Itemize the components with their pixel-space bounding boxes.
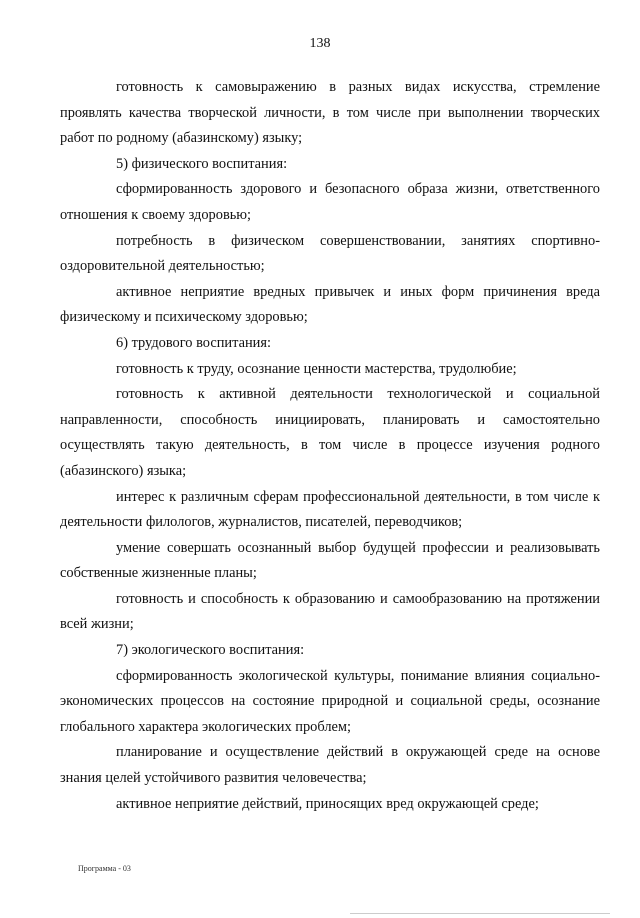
paragraph-7: готовность к труду, осознание ценности мастерства, трудолюбие; <box>116 360 517 377</box>
paragraph-4: потребность в физическом совершенствовании, занятиях спортивно-оздоровительной деятельностью; <box>60 232 600 275</box>
paragraph-9: интерес к различным сферам профессиональной деятельности, в том числе к деятельности филологов, журналистов, писателей, переводчиков; <box>60 488 600 531</box>
paragraph-11: готовность и способность к образованию и самообразованию на протяжении всей жизни; <box>60 590 600 633</box>
body-text <box>60 75 600 817</box>
paragraph-10: умение совершать осознанный выбор будущей профессии и реализовывать собственные жизненные планы; <box>60 539 600 582</box>
paragraph-14: планирование и осуществление действий в окружающей среде на основе знания целей устойчивого развития человечества; <box>60 744 600 787</box>
section-heading-ecological: 7) экологического воспитания: <box>116 642 305 659</box>
footer-program-label: Программа - 03 <box>78 864 131 873</box>
page-number: 138 <box>309 36 331 51</box>
paragraph-15: активное неприятие действий, приносящих вред окружающей среде; <box>116 795 539 812</box>
paragraph-8: готовность к активной деятельности технологической и социальной направленности, способность инициировать, планировать и самостоятельно осуществлять такую деятельность, в том числе в процессе изучения родного (абазинского) языка; <box>60 386 600 479</box>
paragraph-13: сформированность экологической культуры, понимание влияния социально-экономических процессов на состояние природной и социальной среды, осознание глобального характера экологических проблем; <box>60 667 600 735</box>
paragraph-1: готовность к самовыражению в разных видах искусства, стремление проявлять качества творческой личности, в том числе при выполнении творческих работ по родному (абазинскому) языку; <box>60 79 600 147</box>
scan-edge-line <box>350 913 610 914</box>
paragraph-3: сформированность здорового и безопасного образа жизни, ответственного отношения к своему здоровью; <box>60 181 600 223</box>
section-heading-labor: 6) трудового воспитания: <box>116 334 272 351</box>
paragraph-5: активное неприятие вредных привычек и иных форм причинения вреда физическому и психическому здоровью; <box>60 283 600 326</box>
section-heading-physical: 5) физического воспитания: <box>116 155 288 172</box>
